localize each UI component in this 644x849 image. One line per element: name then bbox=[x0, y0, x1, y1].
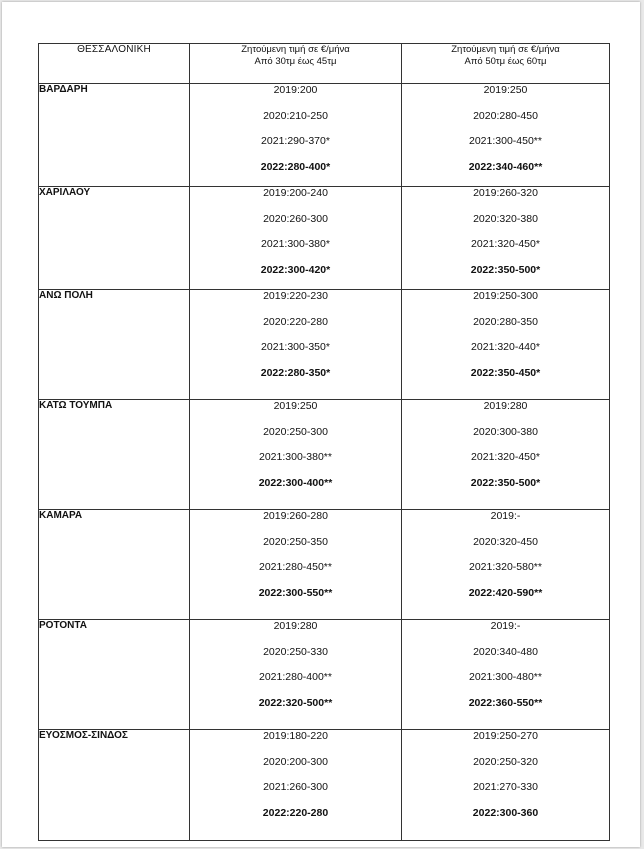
price-value: 2019:- bbox=[490, 510, 521, 522]
large-prices bbox=[402, 620, 610, 730]
area-name: ΑΝΩ ΠΟΛΗ bbox=[39, 290, 190, 400]
table-row bbox=[39, 84, 610, 187]
price-value: 2020:250-330 bbox=[263, 645, 328, 658]
price-value-current: 2022:350-500* bbox=[470, 263, 541, 276]
city-header: ΘΕΣΣΑΛΟΝΙΚΗ bbox=[39, 44, 190, 84]
price-value: 2021:320-580** bbox=[469, 561, 542, 573]
price-value: 2020:280-350 bbox=[473, 315, 538, 328]
price-value-current: 2022:350-450* bbox=[470, 366, 541, 379]
area-name: ΚΑΤΩ ΤΟΥΜΠΑ bbox=[39, 400, 190, 510]
price-value: 2020:250-300 bbox=[263, 425, 328, 438]
table-row bbox=[39, 620, 610, 730]
small-header-line2: Από 30τμ έως 45τμ bbox=[254, 56, 337, 67]
small-apartment-header bbox=[190, 44, 402, 84]
price-value: 2020:280-450 bbox=[473, 109, 538, 122]
price-value: 2021:300-480** bbox=[469, 671, 542, 683]
price-value-current: 2022:340-460** bbox=[468, 160, 543, 173]
price-value: 2019:250-270 bbox=[473, 730, 538, 742]
price-value: 2019:200-240 bbox=[263, 187, 328, 199]
price-value: 2021:320-450* bbox=[471, 238, 540, 250]
price-value: 2020:260-300 bbox=[263, 212, 328, 225]
price-value: 2021:280-400** bbox=[259, 671, 332, 683]
price-value-current: 2022:300-420* bbox=[260, 263, 331, 276]
small-header-line1: Ζητούμενη τιμή σε €/μήνα bbox=[241, 44, 350, 55]
large-prices bbox=[402, 290, 610, 400]
price-value: 2021:300-380* bbox=[261, 238, 330, 250]
price-value-current: 2022:300-550** bbox=[258, 586, 333, 599]
price-value: 2020:300-380 bbox=[473, 425, 538, 438]
price-value: 2021:290-370* bbox=[261, 135, 330, 147]
price-value-current: 2022:420-590** bbox=[468, 586, 543, 599]
price-value-current: 2022:280-350* bbox=[260, 366, 331, 379]
area-name: ΚΑΜΑΡΑ bbox=[39, 510, 190, 620]
area-name: ΧΑΡΙΛΑΟΥ bbox=[39, 187, 190, 290]
price-value: 2019:220-230 bbox=[263, 290, 328, 302]
large-prices bbox=[402, 730, 610, 841]
price-value: 2021:260-300 bbox=[263, 781, 328, 793]
large-prices bbox=[402, 510, 610, 620]
rent-price-table bbox=[38, 43, 610, 841]
price-value: 2021:270-330 bbox=[473, 781, 538, 793]
price-value: 2019:- bbox=[490, 620, 521, 632]
price-value: 2019:180-220 bbox=[263, 730, 328, 742]
price-value: 2019:280 bbox=[483, 400, 528, 412]
large-header-line2: Από 50τμ έως 60τμ bbox=[464, 56, 547, 67]
price-value: 2021:300-380** bbox=[259, 451, 332, 463]
table-row bbox=[39, 510, 610, 620]
price-value: 2019:260-280 bbox=[263, 510, 328, 522]
small-prices bbox=[190, 290, 402, 400]
price-value: 2019:200 bbox=[273, 84, 318, 96]
price-value: 2019:280 bbox=[273, 620, 318, 632]
price-value-current: 2022:320-500** bbox=[258, 696, 333, 709]
price-value: 2019:250-300 bbox=[473, 290, 538, 302]
price-value: 2020:210-250 bbox=[263, 109, 328, 122]
table-row bbox=[39, 730, 610, 841]
price-value: 2020:320-450 bbox=[473, 535, 538, 548]
price-value: 2019:260-320 bbox=[473, 187, 538, 199]
price-value: 2019:250 bbox=[483, 84, 528, 96]
price-value: 2020:250-350 bbox=[263, 535, 328, 548]
small-prices bbox=[190, 84, 402, 187]
table-row bbox=[39, 400, 610, 510]
price-value: 2021:300-350* bbox=[261, 341, 330, 353]
price-value: 2020:200-300 bbox=[263, 755, 328, 768]
price-value: 2021:300-450** bbox=[469, 135, 542, 147]
price-value-current: 2022:280-400* bbox=[260, 160, 331, 173]
area-name: ΡΟΤΟΝΤΑ bbox=[39, 620, 190, 730]
small-prices bbox=[190, 730, 402, 841]
price-value: 2020:340-480 bbox=[473, 645, 538, 658]
small-prices bbox=[190, 187, 402, 290]
large-prices bbox=[402, 84, 610, 187]
price-value-current: 2022:360-550** bbox=[468, 696, 543, 709]
price-value-current: 2022:300-400** bbox=[258, 476, 333, 489]
document-page bbox=[2, 2, 640, 847]
price-value-current: 2022:220-280 bbox=[262, 806, 329, 819]
price-value: 2021:320-450* bbox=[471, 451, 540, 463]
price-value: 2020:250-320 bbox=[473, 755, 538, 768]
small-prices bbox=[190, 400, 402, 510]
price-value: 2021:320-440* bbox=[471, 341, 540, 353]
small-prices bbox=[190, 620, 402, 730]
table-row bbox=[39, 187, 610, 290]
area-name: ΕΥΟΣΜΟΣ-ΣΙΝΔΟΣ bbox=[39, 730, 190, 841]
large-prices bbox=[402, 187, 610, 290]
area-name: ΒΑΡΔΑΡΗ bbox=[39, 84, 190, 187]
large-prices bbox=[402, 400, 610, 510]
large-header-line1: Ζητούμενη τιμή σε €/μήνα bbox=[451, 44, 560, 55]
price-value-current: 2022:300-360 bbox=[472, 806, 539, 819]
large-apartment-header bbox=[402, 44, 610, 84]
small-prices bbox=[190, 510, 402, 620]
price-value: 2020:320-380 bbox=[473, 212, 538, 225]
price-value-current: 2022:350-500* bbox=[470, 476, 541, 489]
price-value: 2019:250 bbox=[273, 400, 318, 412]
table-header-row bbox=[39, 44, 610, 84]
price-value: 2021:280-450** bbox=[259, 561, 332, 573]
table-row bbox=[39, 290, 610, 400]
price-value: 2020:220-280 bbox=[263, 315, 328, 328]
